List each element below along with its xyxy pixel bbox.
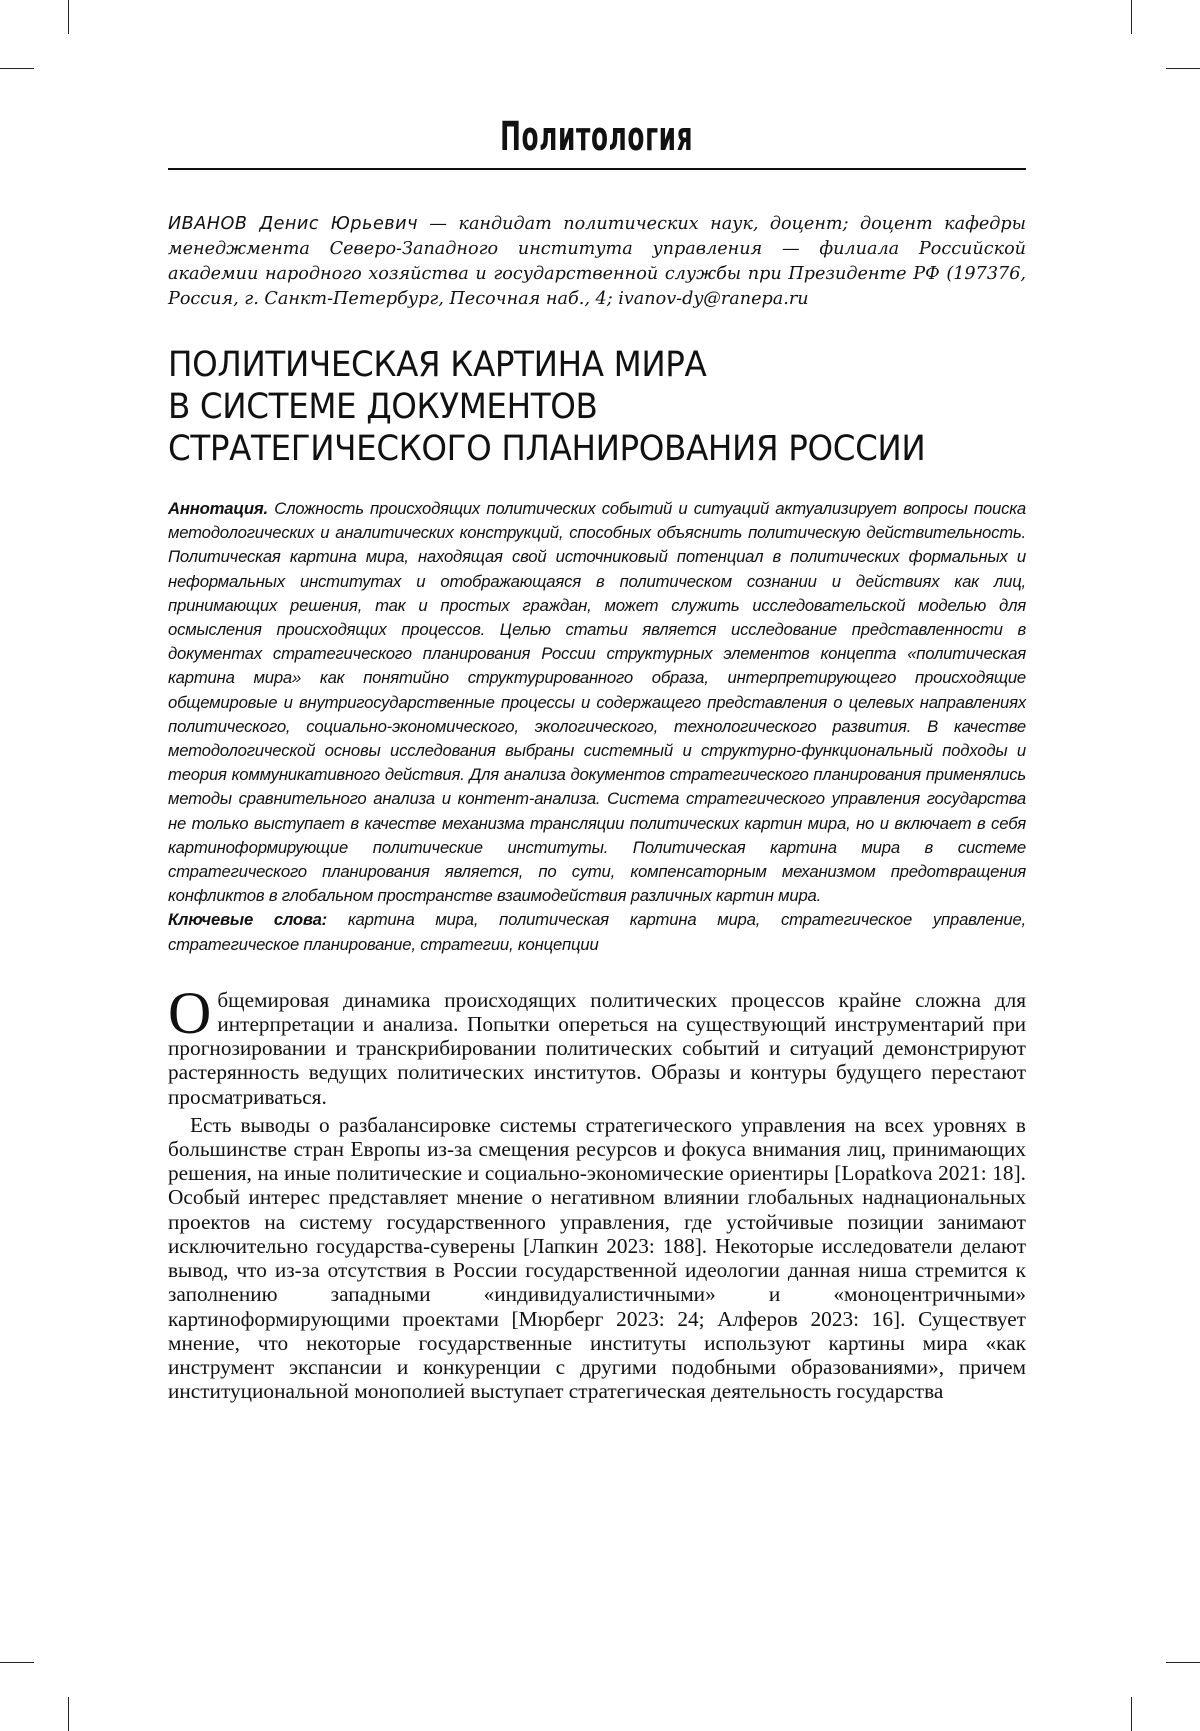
article-title-line: В СИСТЕМЕ ДОКУМЕНТОВ bbox=[168, 386, 1061, 428]
section-header bbox=[168, 110, 1026, 170]
author-bio: — кандидат политических наук, доцент; доцент кафедры менеджмента Северо-Западного института управления — филиала Российской академии народного хозяйства и государственной службы при Президенте РФ (197376, Россия, г. Санкт-Петербург, Песочная наб., 4; ivanov-dy@ranepa.ru bbox=[168, 214, 1026, 309]
section-title: Политология bbox=[500, 110, 693, 164]
crop-mark bbox=[0, 68, 34, 69]
keywords-text: картина мира, политическая картина мира, стратегическое управление, стратегическое планирование, стратегии, концепции bbox=[168, 910, 1026, 953]
crop-mark bbox=[68, 0, 69, 34]
keywords bbox=[168, 908, 1026, 956]
body-paragraph bbox=[168, 988, 1026, 1109]
body-paragraph: Есть выводы о разбалансировке системы стратегического управления на всех уровнях в большинстве стран Европы из-за смещения ресурсов и фокуса внимания лиц, принимающих решения, на иные политические и социально-экономические ориентиры [Lopatkova 2021: 18]. Особый интерес представляет мнение о негативном влиянии глобальных наднациональных проектов на систему государственного управления, где устойчивые позиции занимают исключительно государства-суверены [Лапкин 2023: 188]. Некоторые исследователи делают вывод, что из-за отсутствия в России государственной идеологии данная ниша стремится к заполнению западными «индивидуалистичными» и «моноцентричными» картиноформирующими проектами [Мюрберг 2023: 24; Алферов 2023: 16]. Существует мнение, что некоторые государственные институты используют картины мира «как инструмент экспансии и конкуренции с другими подобными образованиями», причем институциональной монополией выступает стратегическая деятельность государства bbox=[168, 1113, 1026, 1403]
crop-mark bbox=[1131, 1697, 1132, 1731]
crop-mark bbox=[1166, 1662, 1200, 1663]
crop-mark bbox=[0, 1662, 34, 1663]
article-body bbox=[168, 988, 1026, 1403]
article-title-line: СТРАТЕГИЧЕСКОГО ПЛАНИРОВАНИЯ РОССИИ bbox=[168, 428, 1061, 470]
abstract-paragraph bbox=[168, 497, 1026, 908]
abstract-label: Аннотация. bbox=[168, 499, 268, 518]
keywords-label: Ключевые слова: bbox=[168, 910, 327, 929]
article-title-line: ПОЛИТИЧЕСКАЯ КАРТИНА МИРА bbox=[168, 344, 1061, 386]
author-name: ИВАНОВ Денис Юрьевич bbox=[168, 214, 418, 234]
abstract bbox=[168, 497, 1026, 957]
journal-page bbox=[168, 110, 1026, 1403]
crop-mark bbox=[68, 1697, 69, 1731]
body-paragraph-text: бщемировая динамика происходящих политических процессов крайне сложна для интерпретации и анализа. Попытки опереться на существующий инструментарий при прогнозировании и транскрибировании политических событий и ситуаций демонстрируют растерянность ведущих политических институтов. Образы и контуры будущего перестают просматриваться. bbox=[168, 988, 1026, 1109]
abstract-text: Сложность происходящих политических событий и ситуаций актуализирует вопросы поиска методологических и аналитических конструкций, способных объяснить политическую действительность. Политическая картина мира, находящая свой источниковый потенциал в политических формальных и неформальных институтах и отображающаяся в политическом сознании и действиях как лиц, принимающих решения, так и простых граждан, может служить исследовательской моделью для осмысления происходящих процессов. Целью статьи является исследование представленности в документах стратегического планирования России структурных элементов концепта «политическая картина мира» как понятийно структурированного образа, интерпретирующего происходящие общемировые и внутригосударственные процессы и содержащего представления о целевых направлениях политического, социально-экономического, экологического, технологического развития. В качестве методологической основы исследования выбраны системный и структурно-функциональный подходы и теория коммуникативного действия. Для анализа документов стратегического планирования применялись методы сравнительного анализа и контент-анализа. Система стратегического управления государства не только выступает в качестве механизма трансляции политических картин мира, но и включает в себя картиноформирующие политические институты. Политическая картина мира в системе стратегического планирования является, по сути, компенсаторным механизмом предотвращения конфликтов в глобальном пространстве взаимодействия различных картин мира. bbox=[168, 499, 1026, 905]
crop-mark bbox=[1166, 68, 1200, 69]
author-info bbox=[168, 212, 1026, 312]
drop-cap: О bbox=[168, 991, 211, 1035]
crop-mark bbox=[1131, 0, 1132, 34]
article-title bbox=[168, 344, 1061, 470]
